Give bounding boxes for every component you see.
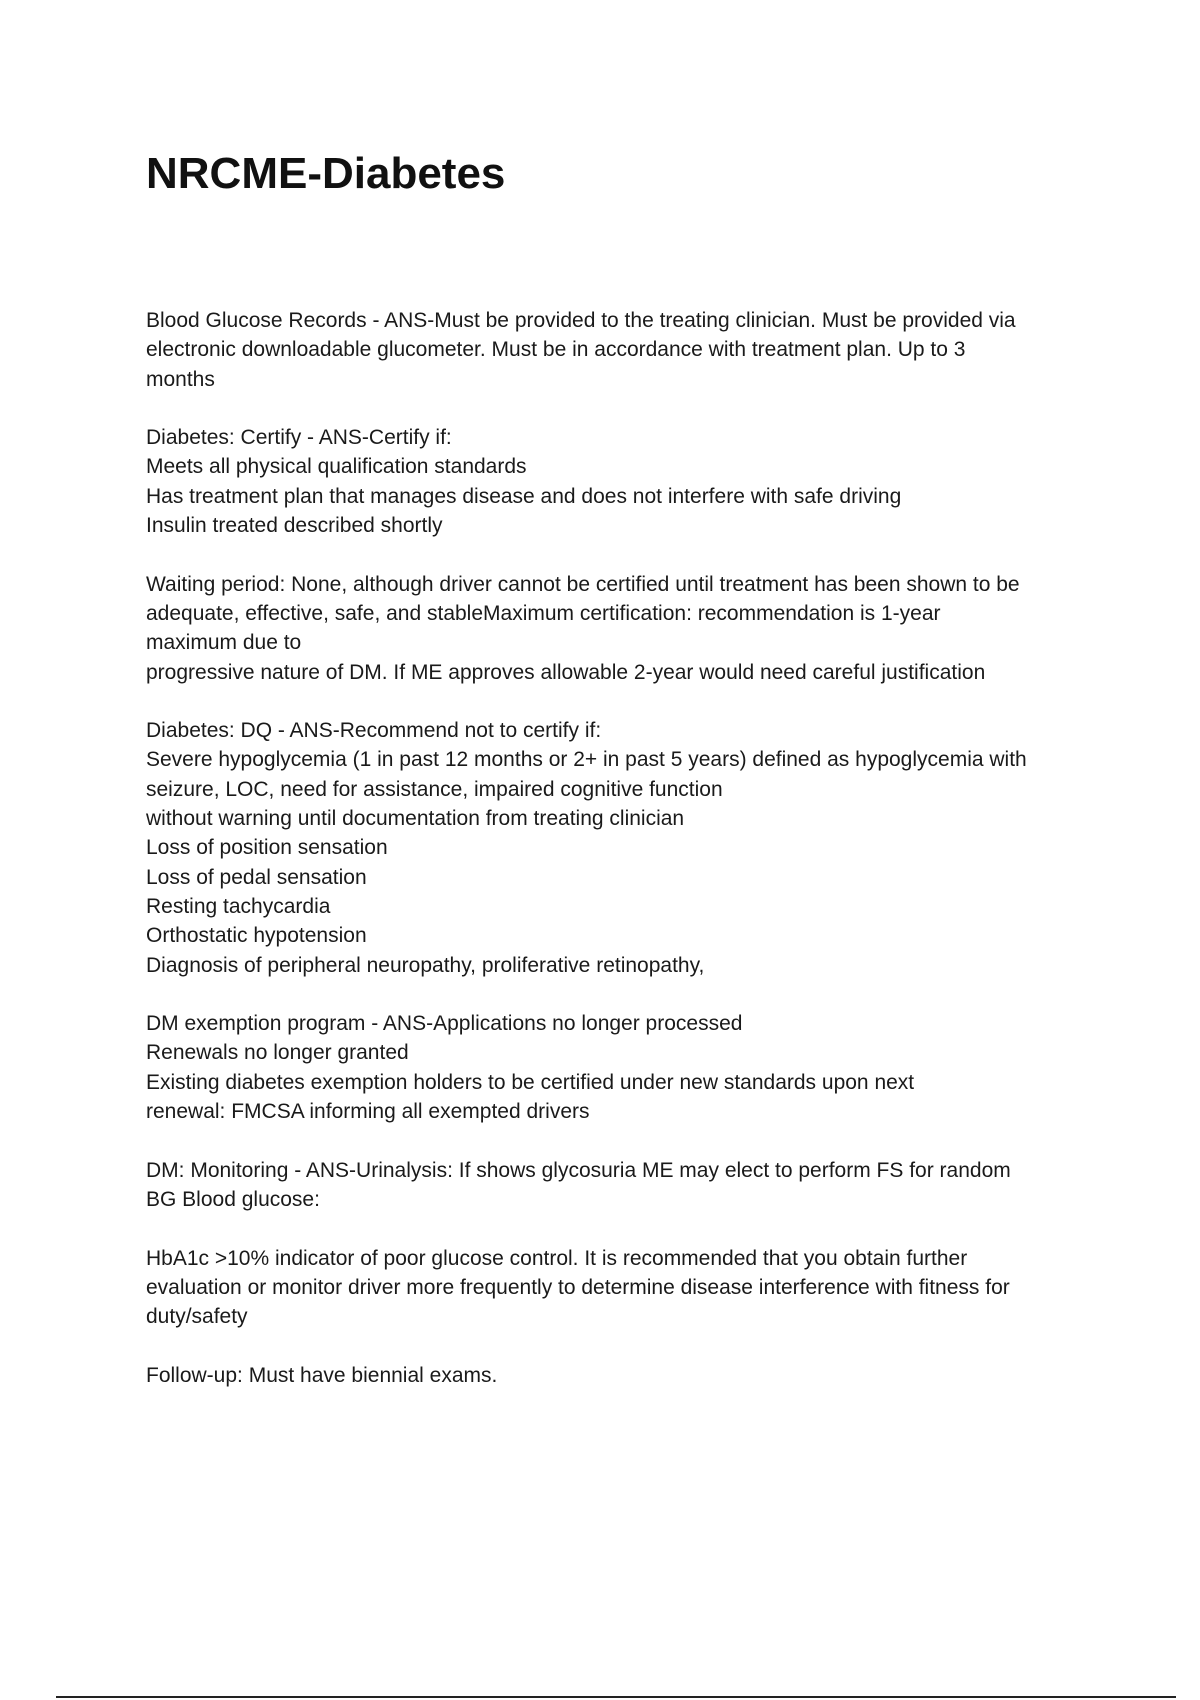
text-line: Has treatment plan that manages disease and does not interfere with safe driving — [146, 484, 902, 508]
text-line: Diagnosis of peripheral neuropathy, proliferative retinopathy, — [146, 953, 705, 977]
text-line: months — [146, 367, 215, 391]
paragraph-diabetes-certify — [146, 423, 1096, 540]
text-line: Meets all physical qualification standards — [146, 455, 527, 479]
text-line: Loss of position sensation — [146, 836, 388, 860]
text-line: HbA1c >10% indicator of poor glucose control. It is recommended that you obtain further — [146, 1246, 968, 1270]
text-line: Waiting period: None, although driver cannot be certified until treatment has been shown to be — [146, 572, 1020, 596]
text-line: Resting tachycardia — [146, 894, 331, 918]
footer-divider — [56, 1696, 1176, 1698]
text-line: Renewals no longer granted — [146, 1041, 409, 1065]
text-line: without warning until documentation from treating clinician — [146, 807, 685, 831]
text-line: BG Blood glucose: — [146, 1187, 320, 1211]
text-line: evaluation or monitor driver more frequently to determine disease interference with fitness for — [146, 1275, 1010, 1299]
text-line: Loss of pedal sensation — [146, 865, 367, 889]
text-line: duty/safety — [146, 1305, 248, 1329]
text-line: Diabetes: Certify - ANS-Certify if: — [146, 426, 452, 450]
text-line: Blood Glucose Records - ANS-Must be provided to the treating clinician. Must be provided via — [146, 309, 1016, 332]
document-body — [146, 306, 1096, 1419]
text-line: maximum due to — [146, 631, 302, 655]
paragraph-follow-up — [146, 1361, 1096, 1390]
paragraph-hba1c — [146, 1244, 1096, 1332]
text-line: DM exemption program - ANS-Applications no longer processed — [146, 1012, 743, 1036]
paragraph-waiting-period — [146, 570, 1096, 687]
text-line: Follow-up: Must have biennial exams. — [146, 1363, 498, 1387]
text-line: Diabetes: DQ - ANS-Recommend not to certify if: — [146, 719, 602, 743]
text-line: Existing diabetes exemption holders to be certified under new standards upon next — [146, 1070, 915, 1094]
text-line: progressive nature of DM. If ME approves allowable 2-year would need careful justification — [146, 660, 986, 684]
text-line: Severe hypoglycemia (1 in past 12 months or 2+ in past 5 years) defined as hypoglycemia with — [146, 748, 1027, 772]
page-title: NRCME-Diabetes — [146, 149, 506, 198]
text-line: Insulin treated described shortly — [146, 514, 443, 538]
text-line: renewal: FMCSA informing all exempted drivers — [146, 1100, 590, 1124]
text-line: adequate, effective, safe, and stableMaximum certification: recommendation is 1-year — [146, 601, 941, 625]
paragraph-blood-glucose-records — [146, 306, 1096, 394]
paragraph-diabetes-dq — [146, 716, 1096, 980]
text-line: electronic downloadable glucometer. Must be in accordance with treatment plan. Up to 3 — [146, 338, 966, 362]
paragraph-dm-exemption-program — [146, 1009, 1096, 1126]
paragraph-dm-monitoring — [146, 1156, 1096, 1215]
text-line: seizure, LOC, need for assistance, impaired cognitive function — [146, 777, 723, 801]
text-line: Orthostatic hypotension — [146, 924, 367, 948]
text-line: DM: Monitoring - ANS-Urinalysis: If shows glycosuria ME may elect to perform FS for random — [146, 1158, 1011, 1182]
